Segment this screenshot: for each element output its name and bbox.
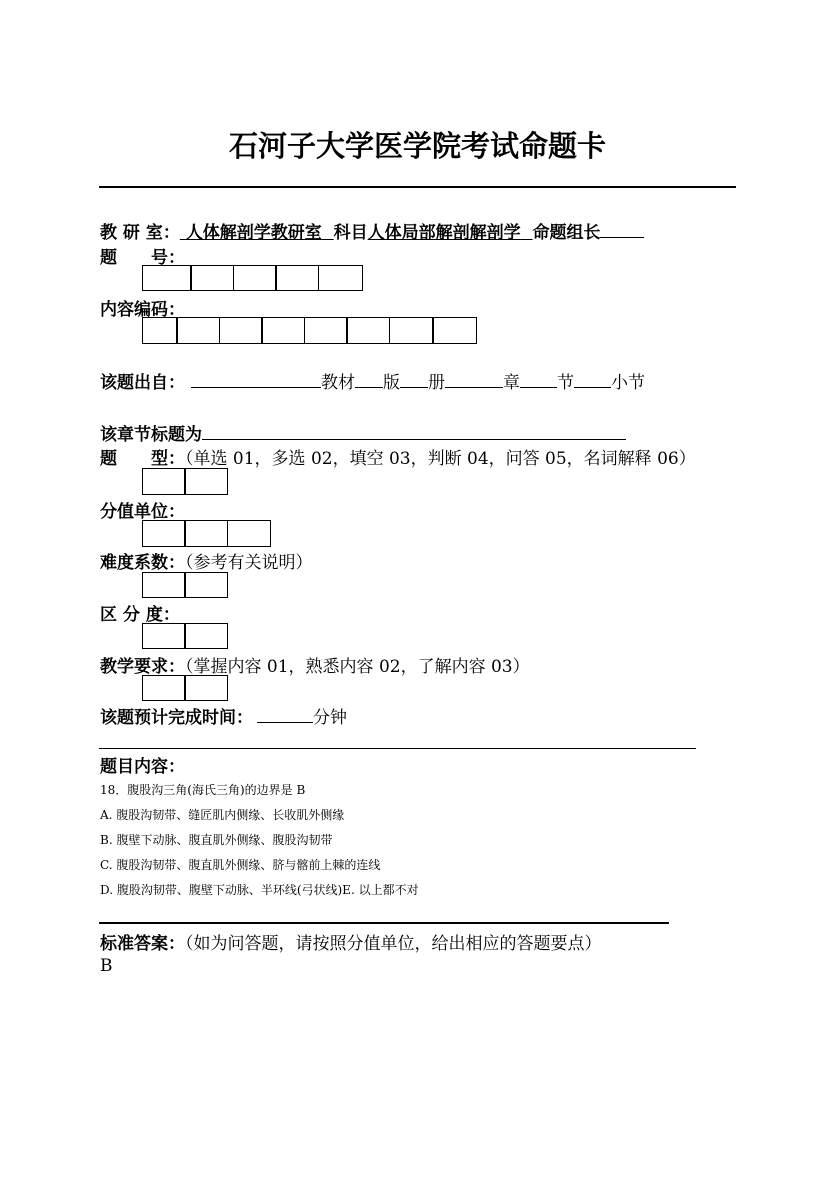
qno-box[interactable] xyxy=(190,265,234,291)
discrimination-boxes[interactable] xyxy=(143,623,228,649)
subject-value[interactable]: 人体局部解剖解剖学 xyxy=(367,223,521,243)
teaching-box[interactable] xyxy=(184,675,228,701)
chapter-label: 章 xyxy=(503,373,520,393)
difficulty-box[interactable] xyxy=(142,572,186,598)
source-row xyxy=(100,368,645,393)
qtype-boxes[interactable] xyxy=(143,468,228,495)
chapter-title-label: 该章节标题为 xyxy=(100,425,202,445)
discrimination-box[interactable] xyxy=(142,623,186,649)
time-unit: 分钟 xyxy=(313,708,347,728)
question-stem: 18．腹股沟三角(海氏三角)的边界是 B xyxy=(100,783,306,797)
question-label: 题目内容： xyxy=(100,757,185,777)
qno-box[interactable] xyxy=(275,265,319,291)
source-label: 该题出自： xyxy=(100,373,185,393)
code-box[interactable] xyxy=(142,317,178,344)
score-unit-label: 分值单位： xyxy=(100,502,185,522)
code-box[interactable] xyxy=(304,317,348,344)
qtype-label: 题 型： xyxy=(100,449,185,469)
dept-value[interactable]: 人体解剖学教研室 xyxy=(185,223,322,243)
answer-divider xyxy=(99,922,669,924)
leader-label: 命题组长 xyxy=(532,223,601,243)
chapter-title-blank[interactable] xyxy=(202,438,626,440)
content-code-label: 内容编码： xyxy=(100,300,185,320)
leader-blank[interactable] xyxy=(600,236,644,238)
source-blank[interactable] xyxy=(191,386,321,388)
title-divider xyxy=(99,186,736,188)
section-label: 节 xyxy=(557,373,574,393)
qtype-row xyxy=(100,444,696,469)
subsection-label: 小节 xyxy=(611,373,645,393)
code-box[interactable] xyxy=(346,317,390,344)
chapter-blank[interactable] xyxy=(445,386,503,388)
qtype-box[interactable] xyxy=(184,468,228,495)
answer-note: （如为问答题，请按照分值单位，给出相应的答题要点） xyxy=(185,934,602,954)
score-box[interactable] xyxy=(184,520,228,547)
content-code-boxes[interactable] xyxy=(143,317,477,344)
dept-row xyxy=(100,218,644,243)
discrimination-box[interactable] xyxy=(184,623,228,649)
dept-label: 教 研 室： xyxy=(100,223,180,243)
edition-label: 版 xyxy=(383,373,400,393)
code-box[interactable] xyxy=(432,317,477,344)
teaching-label: 教学要求： xyxy=(100,657,185,677)
teaching-boxes[interactable] xyxy=(143,675,228,701)
section-blank[interactable] xyxy=(520,386,557,388)
edition-blank[interactable] xyxy=(355,386,383,388)
qtype-box[interactable] xyxy=(142,468,186,495)
option-b: B. 腹壁下动脉、腹直肌外侧缘、腹股沟韧带 xyxy=(100,833,333,847)
question-number-boxes[interactable] xyxy=(143,265,363,291)
teaching-row xyxy=(100,652,530,677)
difficulty-box[interactable] xyxy=(184,572,228,598)
time-label: 该题预计完成时间： xyxy=(100,708,253,728)
answer-row xyxy=(100,929,602,954)
subject-label: 科目 xyxy=(333,223,368,243)
difficulty-note: （参考有关说明） xyxy=(185,553,313,573)
discrimination-label: 区 分 度： xyxy=(100,605,180,625)
code-box[interactable] xyxy=(176,317,220,344)
question-divider xyxy=(99,748,696,749)
teaching-note: （掌握内容 01，熟悉内容 02，了解内容 03） xyxy=(185,657,530,677)
qno-box[interactable] xyxy=(233,265,277,291)
code-box[interactable] xyxy=(389,317,434,344)
code-box[interactable] xyxy=(219,317,263,344)
qno-box[interactable] xyxy=(318,265,363,291)
teaching-box[interactable] xyxy=(142,675,186,701)
subsection-blank[interactable] xyxy=(574,386,611,388)
option-d-e: D. 腹股沟韧带、腹壁下动脉、半环线(弓状线)E. 以上都不对 xyxy=(100,883,419,897)
time-blank[interactable] xyxy=(257,721,313,723)
volume-blank[interactable] xyxy=(400,386,428,388)
volume-label: 册 xyxy=(428,373,445,393)
difficulty-label: 难度系数： xyxy=(100,553,185,573)
difficulty-row xyxy=(100,548,313,573)
page-title: 石河子大学医学院考试命题卡 xyxy=(228,129,606,163)
score-box[interactable] xyxy=(142,520,186,547)
code-box[interactable] xyxy=(261,317,305,344)
qno-box[interactable] xyxy=(142,265,192,291)
time-row xyxy=(100,703,347,728)
difficulty-boxes[interactable] xyxy=(143,572,228,598)
option-a: A. 腹股沟韧带、缝匠肌内侧缘、长收肌外侧缘 xyxy=(100,808,345,822)
score-unit-boxes[interactable] xyxy=(143,520,271,547)
question-number-label: 题 号： xyxy=(100,248,185,268)
qtype-note: （单选 01，多选 02，填空 03，判断 04，问答 05，名词解释 06） xyxy=(185,449,696,469)
textbook-label: 教材 xyxy=(321,373,355,393)
option-c: C. 腹股沟韧带、腹直肌外侧缘、脐与髂前上棘的连线 xyxy=(100,858,381,872)
score-box[interactable] xyxy=(227,520,271,547)
answer-value: B xyxy=(100,956,113,976)
answer-label: 标准答案： xyxy=(100,934,185,954)
chapter-title-row xyxy=(100,420,626,445)
